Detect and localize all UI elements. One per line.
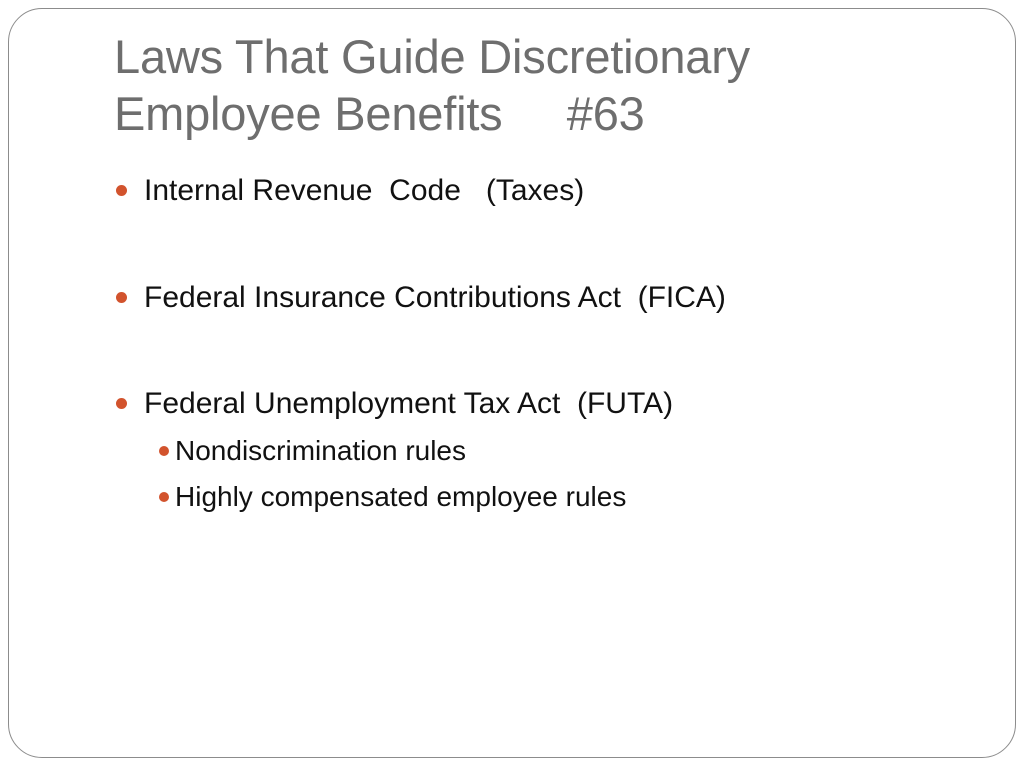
bullet-internal-revenue-code: Internal Revenue Code (Taxes) — [144, 174, 585, 207]
bullet-fica: Federal Insurance Contributions Act (FICA) — [144, 281, 726, 314]
bullet-futa: Federal Unemployment Tax Act (FUTA) — [144, 387, 674, 420]
sub-bullet-dot-icon — [159, 446, 169, 456]
slide-title: Laws That Guide Discretionary Employee Benefits #63 — [114, 30, 750, 140]
sub-bullet-dot-icon — [159, 492, 169, 502]
bullet-dot-icon — [116, 398, 127, 409]
sub-bullet-nondiscrimination: Nondiscrimination rules — [175, 435, 467, 466]
bullet-dot-icon — [116, 292, 127, 303]
bullet-dot-icon — [116, 185, 127, 196]
sub-bullet-highly-compensated: Highly compensated employee rules — [175, 481, 627, 512]
